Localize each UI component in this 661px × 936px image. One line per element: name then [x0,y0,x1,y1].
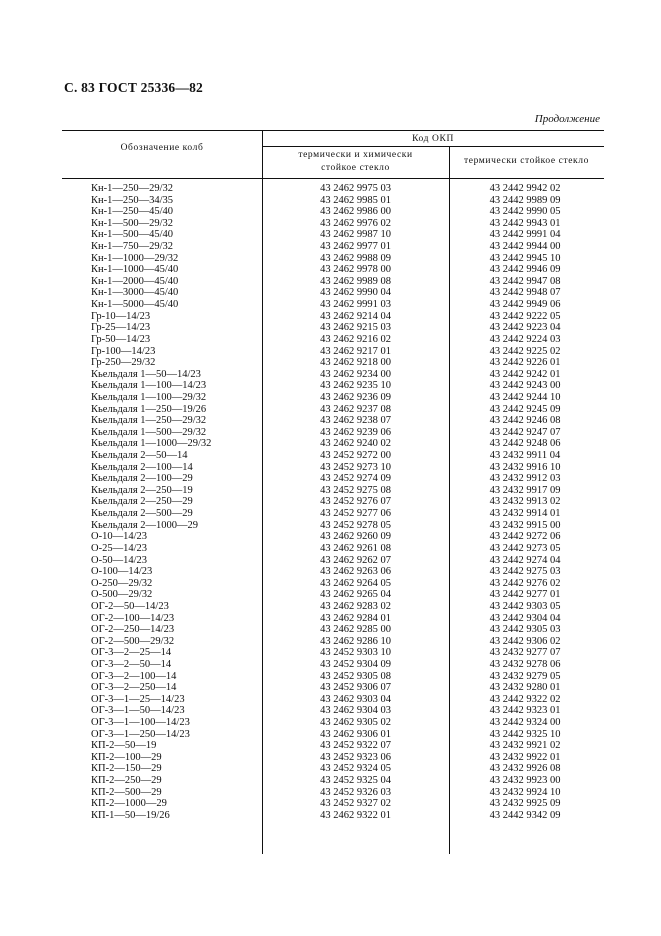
thermal-code-cell: 43 2432 9913 02 [489,496,561,508]
thermal-code-cell: 43 2432 9923 00 [489,775,561,787]
table-row [0,299,661,311]
table-row [0,601,661,613]
table-row [0,369,661,381]
col-header-thermal: термически стойкое стекло [464,156,589,166]
designation-cell: Гр-25—14/23 [91,322,151,334]
designation-cell: О-25—14/23 [91,542,147,554]
chem-code-cell: 43 2462 9976 02 [320,217,391,229]
thermal-code-cell: 43 2442 9272 06 [489,531,561,543]
designation-cell: Кн-1—2000—45/40 [91,275,179,287]
table-row [0,473,661,485]
thermal-code-cell: 43 2432 9912 03 [489,473,561,485]
thermal-code-cell: 43 2432 9916 10 [489,461,561,473]
table-row [0,613,661,625]
chem-code-cell: 43 2462 9265 04 [320,589,391,601]
col-header-designation: Обозначение колб [120,143,204,153]
designation-cell: О-250—29/32 [91,577,153,589]
thermal-code-cell: 43 2442 9948 07 [489,287,561,299]
designation-cell: ОГ-3—1—100—14/23 [91,717,190,729]
thermal-code-cell: 43 2442 9945 10 [489,252,561,264]
designation-cell: ОГ-2—100—14/23 [91,612,175,624]
table-top-rule [62,130,604,131]
thermal-code-cell: 43 2432 9279 05 [489,670,561,682]
table-row [0,496,661,508]
thermal-code-cell: 43 2442 9990 05 [489,206,561,218]
chem-code-cell: 43 2452 9303 10 [320,647,391,659]
table-row [0,647,661,659]
designation-cell: Кьельдаля 2—500—29 [91,508,193,520]
chem-code-cell: 43 2462 9304 03 [320,705,391,717]
table-row [0,705,661,717]
chem-code-cell: 43 2452 9304 09 [320,658,391,670]
designation-cell: Гр-250—29/32 [91,357,156,369]
table-row [0,624,661,636]
designation-cell: Гр-50—14/23 [91,333,151,345]
thermal-code-cell: 43 2442 9322 02 [489,693,561,705]
table-row [0,287,661,299]
table-row [0,380,661,392]
thermal-code-cell: 43 2432 9926 08 [489,763,561,775]
designation-cell: Кн-1—500—45/40 [91,229,174,241]
col-header-okp: Код ОКП [412,134,454,144]
thermal-code-cell: 43 2442 9947 08 [489,275,561,287]
designation-cell: Кн-1—3000—45/40 [91,287,179,299]
table-row [0,195,661,207]
designation-cell: КП-2—1000—29 [91,798,167,810]
table-row [0,427,661,439]
chem-code-cell: 43 2452 9323 06 [320,751,391,763]
designation-cell: Гр-100—14/23 [91,345,156,357]
thermal-code-cell: 43 2442 9303 05 [489,600,561,612]
thermal-code-cell: 43 2432 9277 07 [489,647,561,659]
table-row [0,787,661,799]
table-row [0,555,661,567]
chem-code-cell: 43 2452 9276 07 [320,496,391,508]
table-row [0,253,661,265]
thermal-code-cell: 43 2442 9243 00 [489,380,561,392]
chem-code-cell: 43 2462 9285 00 [320,624,391,636]
chem-code-cell: 43 2462 9236 09 [320,391,391,403]
designation-cell: ОГ-3—1—50—14/23 [91,705,185,717]
col-header-chem-line2: стойкое стекло [321,163,390,173]
table-row [0,798,661,810]
chem-code-cell: 43 2462 9261 08 [320,542,391,554]
table-row [0,392,661,404]
table-row [0,520,661,532]
thermal-code-cell: 43 2432 9911 04 [489,450,561,462]
table-row [0,404,661,416]
chem-code-cell: 43 2452 9326 03 [320,786,391,798]
thermal-code-cell: 43 2432 9915 00 [489,519,561,531]
table-row [0,531,661,543]
table-row [0,671,661,683]
thermal-code-cell: 43 2442 9226 01 [489,357,561,369]
chem-code-cell: 43 2452 9274 09 [320,473,391,485]
table-body [0,183,661,822]
designation-cell: Кьельдаля 1—100—14/23 [91,380,207,392]
designation-cell: ОГ-2—500—29/32 [91,635,175,647]
table-row [0,810,661,822]
table-row [0,485,661,497]
chem-code-cell: 43 2462 9217 01 [320,345,391,357]
designation-cell: Кьельдаля 1—500—29/32 [91,426,207,438]
designation-cell: Кьельдаля 2—1000—29 [91,519,199,531]
chem-code-cell: 43 2462 9240 02 [320,438,391,450]
designation-cell: ОГ-3—2—250—14 [91,682,177,694]
chem-code-cell: 43 2462 9977 01 [320,241,391,253]
chem-code-cell: 43 2462 9262 07 [320,554,391,566]
chem-code-cell: 43 2462 9991 03 [320,299,391,311]
table-row [0,752,661,764]
header-bottom-rule [62,178,604,179]
thermal-code-cell: 43 2442 9247 07 [489,426,561,438]
chem-code-cell: 43 2462 9218 00 [320,357,391,369]
chem-code-cell: 43 2462 9986 00 [320,206,391,218]
table-row [0,729,661,741]
thermal-code-cell: 43 2442 9244 10 [489,391,561,403]
table-row [0,322,661,334]
table-row [0,589,661,601]
table-row [0,740,661,752]
table-row [0,450,661,462]
designation-cell: Кьельдаля 2—250—19 [91,484,193,496]
designation-cell: Кьельдаля 1—250—29/32 [91,415,207,427]
designation-cell: Кн-1—750—29/32 [91,241,174,253]
thermal-code-cell: 43 2442 9274 04 [489,554,561,566]
table-row [0,694,661,706]
thermal-code-cell: 43 2442 9304 04 [489,612,561,624]
thermal-code-cell: 43 2432 9278 06 [489,658,561,670]
thermal-code-cell: 43 2442 9223 04 [489,322,561,334]
thermal-code-cell: 43 2442 9323 01 [489,705,561,717]
chem-code-cell: 43 2462 9238 07 [320,415,391,427]
table-row [0,415,661,427]
designation-cell: Кьельдаля 1—100—29/32 [91,391,207,403]
thermal-code-cell: 43 2442 9246 08 [489,415,561,427]
thermal-code-cell: 43 2432 9925 09 [489,798,561,810]
chem-code-cell: 43 2462 9306 01 [320,728,391,740]
chem-code-cell: 43 2462 9990 04 [320,287,391,299]
designation-cell: КП-2—150—29 [91,763,162,775]
thermal-code-cell: 43 2442 9342 09 [489,809,561,821]
thermal-code-cell: 43 2442 9242 01 [489,368,561,380]
designation-cell: О-50—14/23 [91,554,147,566]
chem-code-cell: 43 2462 9264 05 [320,577,391,589]
designation-cell: Кьельдаля 2—50—14 [91,450,188,462]
designation-cell: Кн-1—1000—45/40 [91,264,179,276]
thermal-code-cell: 43 2442 9277 01 [489,589,561,601]
table-row [0,659,661,671]
chem-code-cell: 43 2462 9975 03 [320,183,391,194]
table-row [0,717,661,729]
designation-cell: ОГ-2—50—14/23 [91,600,169,612]
chem-code-cell: 43 2452 9324 05 [320,763,391,775]
table-row [0,334,661,346]
table-row [0,763,661,775]
thermal-code-cell: 43 2442 9305 03 [489,624,561,636]
chem-code-cell: 43 2452 9322 07 [320,740,391,752]
table-row [0,241,661,253]
chem-code-cell: 43 2462 9263 06 [320,566,391,578]
chem-code-cell: 43 2462 9985 01 [320,194,391,206]
designation-cell: О-100—14/23 [91,566,153,578]
thermal-code-cell: 43 2432 9917 09 [489,484,561,496]
table-row [0,357,661,369]
thermal-code-cell: 43 2442 9324 00 [489,717,561,729]
chem-code-cell: 43 2462 9239 06 [320,426,391,438]
thermal-code-cell: 43 2442 9273 05 [489,542,561,554]
thermal-code-cell: 43 2442 9222 05 [489,310,561,322]
thermal-code-cell: 43 2432 9914 01 [489,508,561,520]
thermal-code-cell: 43 2442 9276 02 [489,577,561,589]
thermal-code-cell: 43 2442 9245 09 [489,403,561,415]
chem-code-cell: 43 2462 9987 10 [320,229,391,241]
table-row [0,183,661,195]
thermal-code-cell: 43 2442 9944 00 [489,241,561,253]
table-row [0,264,661,276]
table-row [0,276,661,288]
designation-cell: О-500—29/32 [91,589,153,601]
thermal-code-cell: 43 2432 9280 01 [489,682,561,694]
chem-code-cell: 43 2462 9237 08 [320,403,391,415]
chem-code-cell: 43 2462 9305 02 [320,717,391,729]
designation-cell: Кн-1—250—34/35 [91,194,174,206]
chem-code-cell: 43 2462 9284 01 [320,612,391,624]
thermal-code-cell: 43 2432 9922 01 [489,751,561,763]
col-header-chem-line1: термически и химически [298,150,413,160]
chem-code-cell: 43 2462 9988 09 [320,252,391,264]
designation-cell: Кн-1—250—29/32 [91,183,174,194]
designation-cell: КП-2—250—29 [91,775,162,787]
thermal-code-cell: 43 2442 9306 02 [489,635,561,647]
designation-cell: ОГ-2—250—14/23 [91,624,175,636]
thermal-code-cell: 43 2442 9989 09 [489,194,561,206]
designation-cell: ОГ-3—2—25—14 [91,647,172,659]
designation-cell: ОГ-3—2—100—14 [91,670,177,682]
table-row [0,462,661,474]
thermal-code-cell: 43 2432 9924 10 [489,786,561,798]
chem-code-cell: 43 2452 9273 10 [320,461,391,473]
designation-cell: ОГ-3—1—250—14/23 [91,728,190,740]
table-row [0,218,661,230]
table-row [0,566,661,578]
table-row [0,508,661,520]
table-row [0,578,661,590]
continuation-label: Продолжение [534,113,600,125]
designation-cell: Кьельдаля 2—100—29 [91,473,193,485]
chem-code-cell: 43 2462 9286 10 [320,635,391,647]
thermal-code-cell: 43 2442 9225 02 [489,345,561,357]
thermal-code-cell: 43 2442 9224 03 [489,333,561,345]
chem-code-cell: 43 2462 9215 03 [320,322,391,334]
chem-code-cell: 43 2452 9305 08 [320,670,391,682]
table-row [0,206,661,218]
designation-cell: Кьельдаля 1—1000—29/32 [91,438,212,450]
table-row [0,311,661,323]
designation-cell: Кьельдаля 2—250—29 [91,496,193,508]
designation-cell: КП-2—50—19 [91,740,157,752]
chem-code-cell: 43 2462 9234 00 [320,368,391,380]
designation-cell: Кн-1—250—45/40 [91,206,174,218]
designation-cell: Кьельдаля 1—250—19/26 [91,403,207,415]
chem-code-cell: 43 2452 9325 04 [320,775,391,787]
thermal-code-cell: 43 2442 9991 04 [489,229,561,241]
chem-code-cell: 43 2462 9216 02 [320,333,391,345]
chem-code-cell: 43 2452 9278 05 [320,519,391,531]
chem-code-cell: 43 2452 9306 07 [320,682,391,694]
chem-code-cell: 43 2462 9283 02 [320,600,391,612]
chem-code-cell: 43 2462 9322 01 [320,809,391,821]
chem-code-cell: 43 2462 9214 04 [320,310,391,322]
designation-cell: КП-2—100—29 [91,751,162,763]
thermal-code-cell: 43 2442 9325 10 [489,728,561,740]
chem-code-cell: 43 2452 9327 02 [320,798,391,810]
designation-cell: Кн-1—500—29/32 [91,217,174,229]
designation-cell: Кьельдаля 2—100—14 [91,461,193,473]
table-row [0,682,661,694]
designation-cell: Гр-10—14/23 [91,310,151,322]
designation-cell: ОГ-3—2—50—14 [91,658,172,670]
thermal-code-cell: 43 2442 9943 01 [489,217,561,229]
thermal-code-cell: 43 2442 9942 02 [489,183,561,194]
designation-cell: Кн-1—5000—45/40 [91,299,179,311]
table-row [0,229,661,241]
thermal-code-cell: 43 2442 9248 06 [489,438,561,450]
designation-cell: О-10—14/23 [91,531,147,543]
thermal-code-cell: 43 2442 9949 06 [489,299,561,311]
chem-code-cell: 43 2462 9260 09 [320,531,391,543]
designation-cell: КП-2—500—29 [91,786,162,798]
chem-code-cell: 43 2452 9277 06 [320,508,391,520]
chem-code-cell: 43 2462 9235 10 [320,380,391,392]
table-row [0,438,661,450]
table-row [0,543,661,555]
table-row [0,346,661,358]
thermal-code-cell: 43 2442 9275 03 [489,566,561,578]
chem-code-cell: 43 2462 9978 00 [320,264,391,276]
chem-code-cell: 43 2452 9275 08 [320,484,391,496]
designation-cell: КП-1—50—19/26 [91,809,170,821]
chem-code-cell: 43 2452 9272 00 [320,450,391,462]
page-header: С. 83 ГОСТ 25336—82 [64,80,203,95]
chem-code-cell: 43 2462 9989 08 [320,275,391,287]
table-row [0,775,661,787]
chem-code-cell: 43 2462 9303 04 [320,693,391,705]
okp-header-rule [262,146,604,147]
thermal-code-cell: 43 2432 9921 02 [489,740,561,752]
thermal-code-cell: 43 2442 9946 09 [489,264,561,276]
designation-cell: ОГ-3—1—25—14/23 [91,693,185,705]
table-row [0,636,661,648]
designation-cell: Кн-1—1000—29/32 [91,252,179,264]
designation-cell: Кьельдаля 1—50—14/23 [91,368,201,380]
